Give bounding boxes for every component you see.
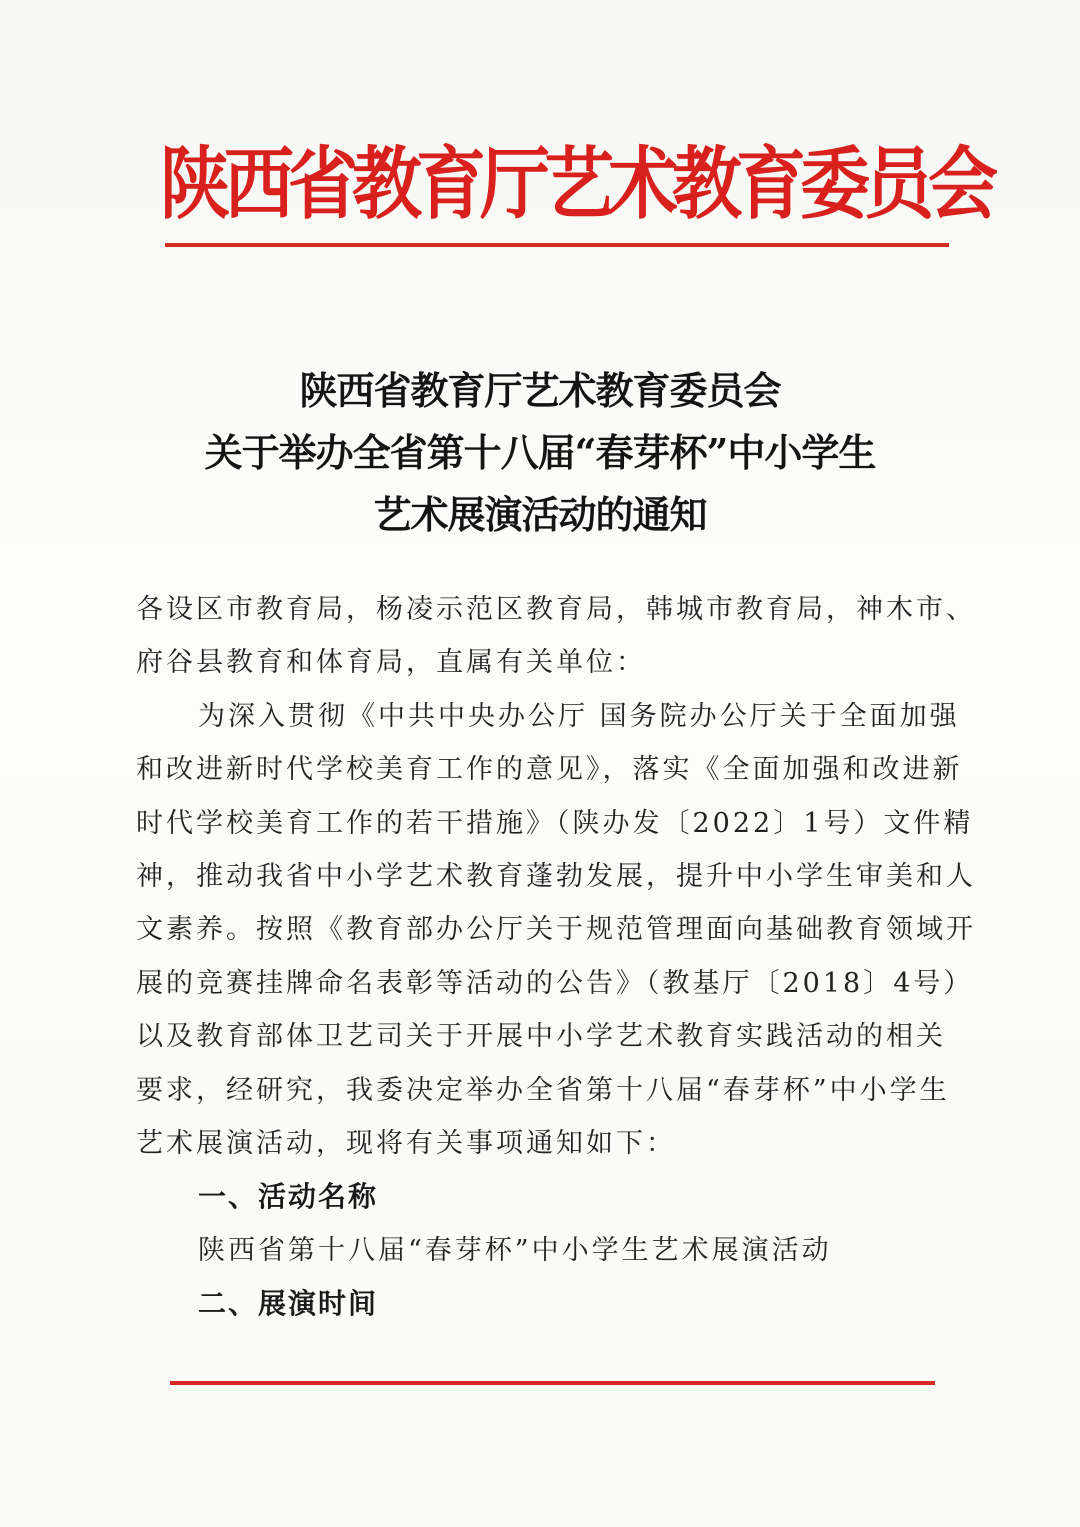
addressee-line: 府谷县教育和体育局，直属有关单位：	[136, 647, 646, 679]
paragraph-line: 时代学校美育工作的若干措施》（陕办发〔2022〕1号）文件精	[136, 807, 974, 839]
title-line-2: 关于举办全省第十八届“春芽杯”中小学生	[204, 430, 876, 475]
section-2-heading: 二、展演时间	[198, 1287, 379, 1321]
letterhead-red-rule	[165, 243, 949, 247]
addressee-line: 各设区市教育局，杨凌示范区教育局，韩城市教育局，神木市、	[136, 594, 976, 625]
footer-red-rule	[170, 1381, 935, 1385]
notice-body	[136, 583, 976, 1330]
paragraph-line: 展的竞赛挂牌命名表彰等活动的公告》（教基厅〔2018〕4号）	[136, 967, 974, 999]
paragraph-line: 文素养。按照《教育部办公厅关于规范管理面向基础教育领域开	[136, 914, 976, 946]
title-line-3: 艺术展演活动的通知	[373, 492, 707, 537]
paragraph-line: 要求，经研究，我委决定举办全省第十八届“春芽杯”中小学生	[136, 1074, 950, 1106]
paragraph-line: 为深入贯彻《中共中央办公厅 国务院办公厅关于全面加强	[198, 700, 960, 732]
paragraph-line: 和改进新时代学校美育工作的意见》，落实《全面加强和改进新	[136, 754, 963, 786]
letterhead-org-name: 陕西省教育厅艺术教育委员会	[160, 138, 992, 230]
paragraph-line: 神，推动我省中小学艺术教育蓬勃发展，提升中小学生审美和人	[136, 860, 976, 892]
section-1-heading: 一、活动名称	[198, 1180, 379, 1214]
paragraph-line: 艺术展演活动，现将有关事项通知如下：	[136, 1127, 676, 1159]
notice-title	[100, 360, 980, 546]
paragraph-line: 以及教育部体卫艺司关于开展中小学艺术教育实践活动的相关	[136, 1021, 946, 1053]
title-line-1: 陕西省教育厅艺术教育委员会	[299, 368, 781, 413]
section-1-content: 陕西省第十八届“春芽杯”中小学生艺术展演活动	[198, 1234, 832, 1266]
